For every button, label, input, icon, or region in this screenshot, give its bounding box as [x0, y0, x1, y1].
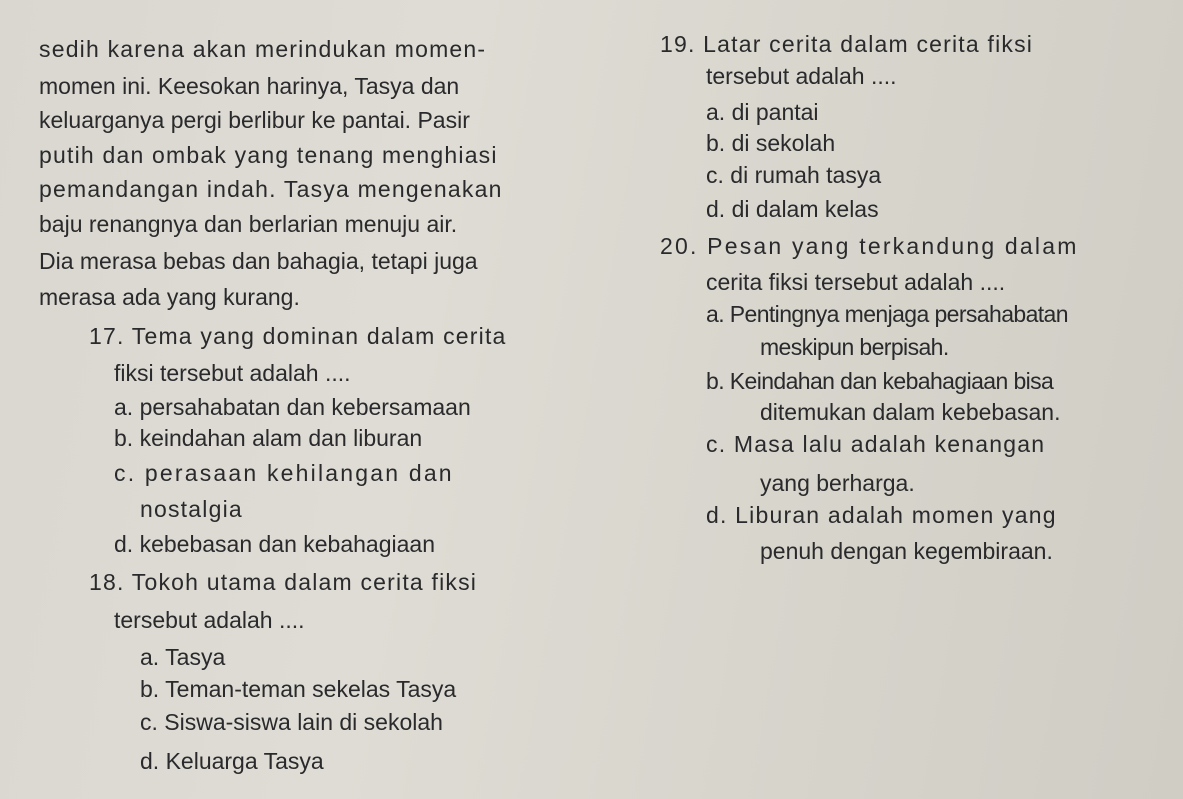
- question-stem: 18. Tokoh utama dalam cerita fiksi: [89, 569, 478, 595]
- option-b[interactable]: b. di sekolah: [706, 130, 836, 156]
- option-c[interactable]: c. di rumah tasya: [706, 162, 882, 188]
- passage-line: momen ini. Keesokan harinya, Tasya dan: [39, 73, 460, 99]
- option-a[interactable]: a. di pantai: [706, 99, 819, 125]
- option-d[interactable]: d. Liburan adalah momen yang: [706, 502, 1057, 528]
- option-c[interactable]: c. Siswa-siswa lain di sekolah: [140, 709, 443, 735]
- question-stem: tersebut adalah ....: [114, 607, 305, 633]
- question-stem: fiksi tersebut adalah ....: [114, 360, 351, 386]
- question-stem: tersebut adalah ....: [706, 63, 897, 89]
- option-a[interactable]: a. persahabatan dan kebersamaan: [114, 394, 471, 420]
- option-a[interactable]: a. Pentingnya menjaga persahabatan: [706, 301, 1068, 327]
- question-stem: 19. Latar cerita dalam cerita fiksi: [660, 31, 1034, 57]
- passage-line: keluarganya pergi berlibur ke pantai. Pasir: [39, 107, 470, 133]
- option-c-continued: yang berharga.: [760, 470, 915, 496]
- option-c-continued: nostalgia: [140, 496, 243, 522]
- passage-line: putih dan ombak yang tenang menghiasi: [39, 142, 498, 168]
- passage-line: baju renangnya dan berlarian menuju air.: [39, 211, 458, 237]
- question-stem: cerita fiksi tersebut adalah ....: [706, 269, 1006, 295]
- question-stem: 17. Tema yang dominan dalam cerita: [89, 323, 507, 349]
- question-stem: 20. Pesan yang terkandung dalam: [660, 233, 1079, 259]
- option-c[interactable]: c. Masa lalu adalah kenangan: [706, 431, 1046, 457]
- option-d[interactable]: d. di dalam kelas: [706, 196, 879, 222]
- option-b[interactable]: b. keindahan alam dan liburan: [114, 425, 423, 451]
- option-b[interactable]: b. Keindahan dan kebahagiaan bisa: [706, 368, 1054, 394]
- option-b[interactable]: b. Teman-teman sekelas Tasya: [140, 676, 457, 702]
- passage-line: sedih karena akan merindukan momen-: [39, 36, 487, 62]
- option-d-continued: penuh dengan kegembiraan.: [760, 538, 1053, 564]
- option-c[interactable]: c. perasaan kehilangan dan: [114, 460, 454, 486]
- option-b-continued: ditemukan dalam kebebasan.: [760, 399, 1061, 425]
- option-d[interactable]: d. kebebasan dan kebahagiaan: [114, 531, 436, 557]
- option-d[interactable]: d. Keluarga Tasya: [140, 748, 324, 774]
- passage-line: Dia merasa bebas dan bahagia, tetapi juga: [39, 248, 478, 274]
- option-a[interactable]: a. Tasya: [140, 644, 226, 670]
- passage-line: merasa ada yang kurang.: [39, 284, 300, 310]
- option-a-continued: meskipun berpisah.: [760, 334, 949, 360]
- passage-line: pemandangan indah. Tasya mengenakan: [39, 176, 503, 202]
